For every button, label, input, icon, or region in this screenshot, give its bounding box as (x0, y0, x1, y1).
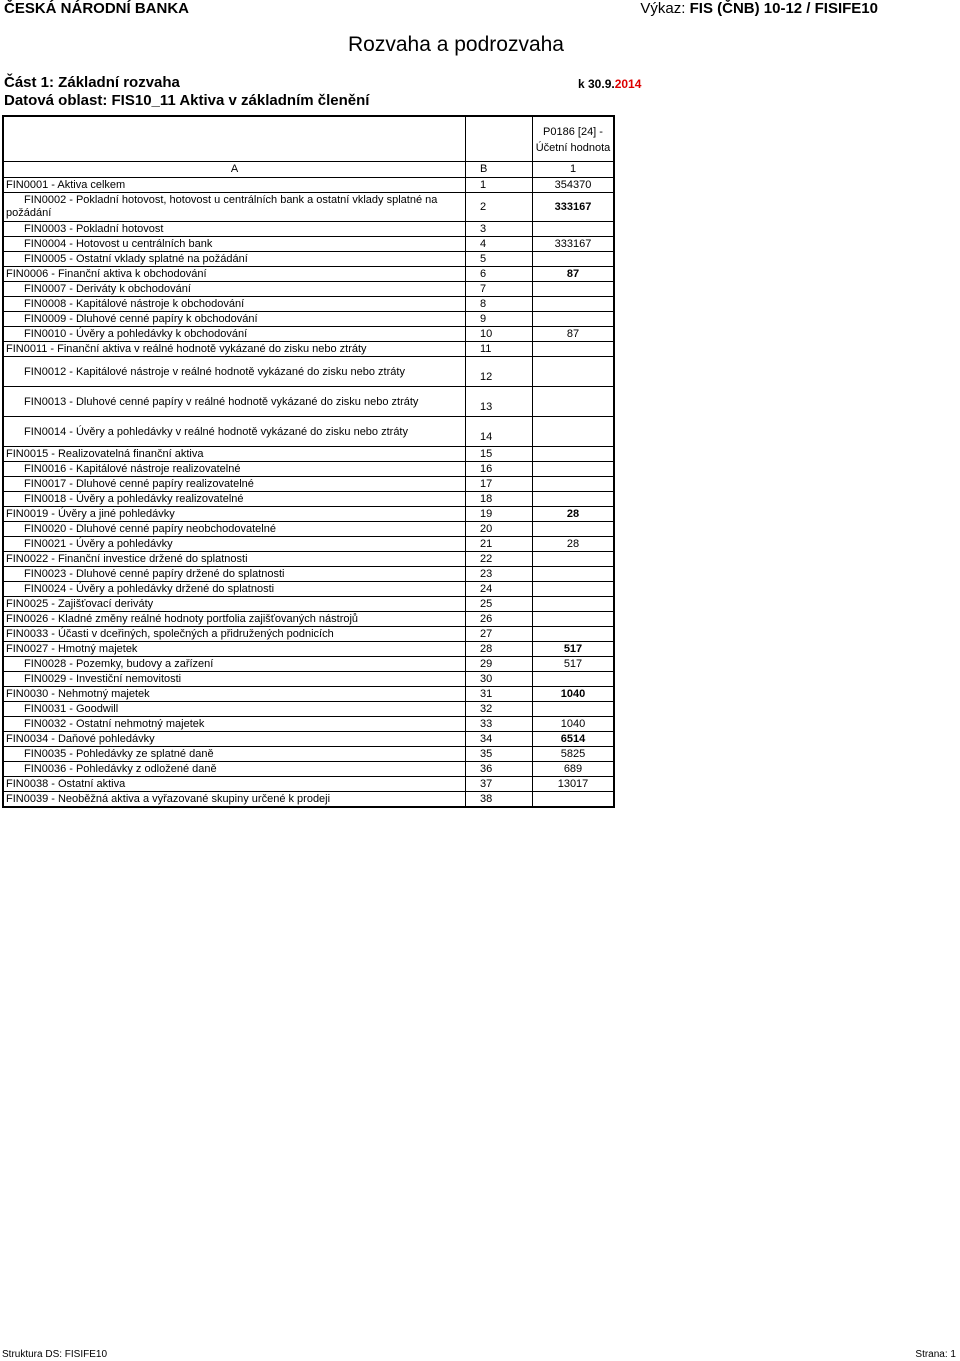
row-label: FIN0026 - Kladné změny reálné hodnoty portfolia zajišťovaných nástrojů (3, 612, 466, 627)
row-value (533, 282, 615, 297)
row-label: FIN0015 - Realizovatelná finanční aktiva (3, 447, 466, 462)
table-row (3, 597, 614, 612)
column-title-b-empty (466, 116, 533, 162)
row-code: 21 (466, 537, 533, 552)
row-value (533, 252, 615, 267)
row-value: 87 (533, 327, 615, 342)
table-row (3, 387, 614, 417)
row-label: FIN0003 - Pokladní hotovost (3, 222, 466, 237)
row-label: FIN0027 - Hmotný majetek (3, 642, 466, 657)
row-label: FIN0012 - Kapitálové nástroje v reálné hodnotě vykázané do zisku nebo ztráty (3, 357, 466, 387)
table-row (3, 717, 614, 732)
row-code: 22 (466, 552, 533, 567)
row-value (533, 492, 615, 507)
row-code: 27 (466, 627, 533, 642)
row-value (533, 462, 615, 477)
row-code: 31 (466, 687, 533, 702)
row-label: FIN0023 - Dluhové cenné papíry držené do splatnosti (3, 567, 466, 582)
report-code-value: FIS (ČNB) 10-12 / FISIFE10 (689, 0, 878, 17)
row-label: FIN0031 - Goodwill (3, 702, 466, 717)
row-code: 23 (466, 567, 533, 582)
row-label: FIN0038 - Ostatní aktiva (3, 777, 466, 792)
row-code: 35 (466, 747, 533, 762)
row-value: 6514 (533, 732, 615, 747)
table-row (3, 252, 614, 267)
date-prefix: k 30.9. (578, 77, 615, 91)
row-value (533, 297, 615, 312)
row-code: 29 (466, 657, 533, 672)
table-row (3, 178, 614, 193)
table-row (3, 312, 614, 327)
row-label: FIN0005 - Ostatní vklady splatné na požádání (3, 252, 466, 267)
row-value: 517 (533, 657, 615, 672)
row-label: FIN0014 - Úvěry a pohledávky v reálné hodnotě vykázané do zisku nebo ztráty (3, 417, 466, 447)
row-code: 9 (466, 312, 533, 327)
report-date (578, 77, 641, 91)
table-row (3, 672, 614, 687)
row-value: 354370 (533, 178, 615, 193)
row-label: FIN0006 - Finanční aktiva k obchodování (3, 267, 466, 282)
row-value: 13017 (533, 777, 615, 792)
row-value (533, 582, 615, 597)
column-code-a: A (3, 162, 466, 178)
row-value (533, 627, 615, 642)
row-value: 517 (533, 642, 615, 657)
row-value (533, 612, 615, 627)
column-title-value: P0186 [24] - Účetní hodnota (533, 116, 615, 162)
row-value (533, 417, 615, 447)
column-code-row (3, 162, 614, 178)
row-value (533, 222, 615, 237)
footer-structure: Struktura DS: FISIFE10 (2, 1349, 108, 1360)
row-label: FIN0010 - Úvěry a pohledávky k obchodování (3, 327, 466, 342)
table-row (3, 762, 614, 777)
table-row (3, 417, 614, 447)
table-row (3, 687, 614, 702)
table-row (3, 267, 614, 282)
row-value (533, 342, 615, 357)
table-row (3, 222, 614, 237)
column-title-a-empty (3, 116, 466, 162)
row-value (533, 597, 615, 612)
row-label: FIN0008 - Kapitálové nástroje k obchodování (3, 297, 466, 312)
column-code-c: 1 (533, 162, 615, 178)
row-value (533, 387, 615, 417)
row-code: 18 (466, 492, 533, 507)
row-label: FIN0018 - Úvěry a pohledávky realizovatelné (3, 492, 466, 507)
table-row (3, 507, 614, 522)
row-label: FIN0024 - Úvěry a pohledávky držené do splatnosti (3, 582, 466, 597)
row-code: 33 (466, 717, 533, 732)
row-value: 689 (533, 762, 615, 777)
row-value (533, 792, 615, 808)
row-code: 13 (466, 387, 533, 417)
row-code: 1 (466, 178, 533, 193)
footer-page: Strana: 1 (915, 1349, 956, 1360)
table-row (3, 522, 614, 537)
row-code: 38 (466, 792, 533, 808)
report-code (640, 0, 878, 17)
table-row (3, 702, 614, 717)
table-row (3, 612, 614, 627)
row-value (533, 447, 615, 462)
row-value: 87 (533, 267, 615, 282)
row-value: 1040 (533, 717, 615, 732)
row-value (533, 357, 615, 387)
row-value (533, 567, 615, 582)
row-value (533, 702, 615, 717)
row-value (533, 522, 615, 537)
row-value: 333167 (533, 237, 615, 252)
row-code: 24 (466, 582, 533, 597)
row-code: 11 (466, 342, 533, 357)
column-code-b: B (466, 162, 533, 178)
row-code: 20 (466, 522, 533, 537)
row-label: FIN0032 - Ostatní nehmotný majetek (3, 717, 466, 732)
table-row (3, 537, 614, 552)
row-value: 333167 (533, 193, 615, 222)
row-label: FIN0009 - Dluhové cenné papíry k obchodování (3, 312, 466, 327)
row-label: FIN0035 - Pohledávky ze splatné daně (3, 747, 466, 762)
row-label: FIN0036 - Pohledávky z odložené daně (3, 762, 466, 777)
table-row (3, 237, 614, 252)
table-row (3, 792, 614, 808)
table-row (3, 357, 614, 387)
row-label: FIN0029 - Investiční nemovitosti (3, 672, 466, 687)
row-label: FIN0030 - Nehmotný majetek (3, 687, 466, 702)
row-label: FIN0004 - Hotovost u centrálních bank (3, 237, 466, 252)
table-row (3, 777, 614, 792)
row-code: 25 (466, 597, 533, 612)
row-code: 19 (466, 507, 533, 522)
row-value (533, 312, 615, 327)
table-row (3, 582, 614, 597)
row-label: FIN0017 - Dluhové cenné papíry realizovatelné (3, 477, 466, 492)
table-row (3, 477, 614, 492)
row-code: 2 (466, 193, 533, 222)
row-label: FIN0021 - Úvěry a pohledávky (3, 537, 466, 552)
table-row (3, 732, 614, 747)
row-value: 28 (533, 537, 615, 552)
row-label: FIN0007 - Deriváty k obchodování (3, 282, 466, 297)
report-prefix: Výkaz: (640, 0, 686, 17)
row-code: 26 (466, 612, 533, 627)
row-label: FIN0033 - Účasti v dceřiných, společných a přidružených podnicích (3, 627, 466, 642)
row-label: FIN0020 - Dluhové cenné papíry neobchodovatelné (3, 522, 466, 537)
table-row (3, 552, 614, 567)
row-code: 37 (466, 777, 533, 792)
row-code: 5 (466, 252, 533, 267)
table-row (3, 462, 614, 477)
row-label: FIN0002 - Pokladní hotovost, hotovost u centrálních bank a ostatní vklady splatné na požádání (3, 193, 466, 222)
table-row (3, 747, 614, 762)
table-row (3, 567, 614, 582)
row-label: FIN0013 - Dluhové cenné papíry v reálné hodnotě vykázané do zisku nebo ztráty (3, 387, 466, 417)
row-label: FIN0025 - Zajišťovací deriváty (3, 597, 466, 612)
row-label: FIN0039 - Neoběžná aktiva a vyřazované skupiny určené k prodeji (3, 792, 466, 808)
row-code: 32 (466, 702, 533, 717)
date-year: 2014 (614, 77, 642, 91)
row-value: 1040 (533, 687, 615, 702)
row-label: FIN0016 - Kapitálové nástroje realizovatelné (3, 462, 466, 477)
row-value (533, 672, 615, 687)
row-code: 30 (466, 672, 533, 687)
table-row (3, 327, 614, 342)
table-row (3, 657, 614, 672)
row-label: FIN0034 - Daňové pohledávky (3, 732, 466, 747)
column-title-row (3, 116, 614, 162)
row-code: 6 (466, 267, 533, 282)
table-row (3, 297, 614, 312)
row-label: FIN0011 - Finanční aktiva v reálné hodnotě vykázané do zisku nebo ztráty (3, 342, 466, 357)
row-value (533, 552, 615, 567)
table-row (3, 627, 614, 642)
row-label: FIN0022 - Finanční investice držené do splatnosti (3, 552, 466, 567)
row-code: 17 (466, 477, 533, 492)
row-label: FIN0028 - Pozemky, budovy a zařízení (3, 657, 466, 672)
row-value: 5825 (533, 747, 615, 762)
part-title: Část 1: Základní rozvaha (4, 74, 180, 91)
row-label: FIN0001 - Aktiva celkem (3, 178, 466, 193)
row-code: 4 (466, 237, 533, 252)
row-code: 28 (466, 642, 533, 657)
bank-name: ČESKÁ NÁRODNÍ BANKA (4, 0, 190, 17)
row-code: 16 (466, 462, 533, 477)
balance-sheet-table (2, 115, 615, 808)
table-row (3, 447, 614, 462)
table-row (3, 642, 614, 657)
row-code: 36 (466, 762, 533, 777)
row-code: 10 (466, 327, 533, 342)
table-row (3, 492, 614, 507)
row-code: 7 (466, 282, 533, 297)
row-value (533, 477, 615, 492)
row-label: FIN0019 - Úvěry a jiné pohledávky (3, 507, 466, 522)
row-code: 8 (466, 297, 533, 312)
row-value: 28 (533, 507, 615, 522)
row-code: 34 (466, 732, 533, 747)
row-code: 3 (466, 222, 533, 237)
row-code: 12 (466, 357, 533, 387)
table-row (3, 282, 614, 297)
table-row (3, 342, 614, 357)
page-title: Rozvaha a podrozvaha (348, 33, 564, 56)
data-area-title: Datová oblast: FIS10_11 Aktiva v základním členění (4, 92, 370, 109)
table-row (3, 193, 614, 222)
row-code: 14 (466, 417, 533, 447)
row-code: 15 (466, 447, 533, 462)
